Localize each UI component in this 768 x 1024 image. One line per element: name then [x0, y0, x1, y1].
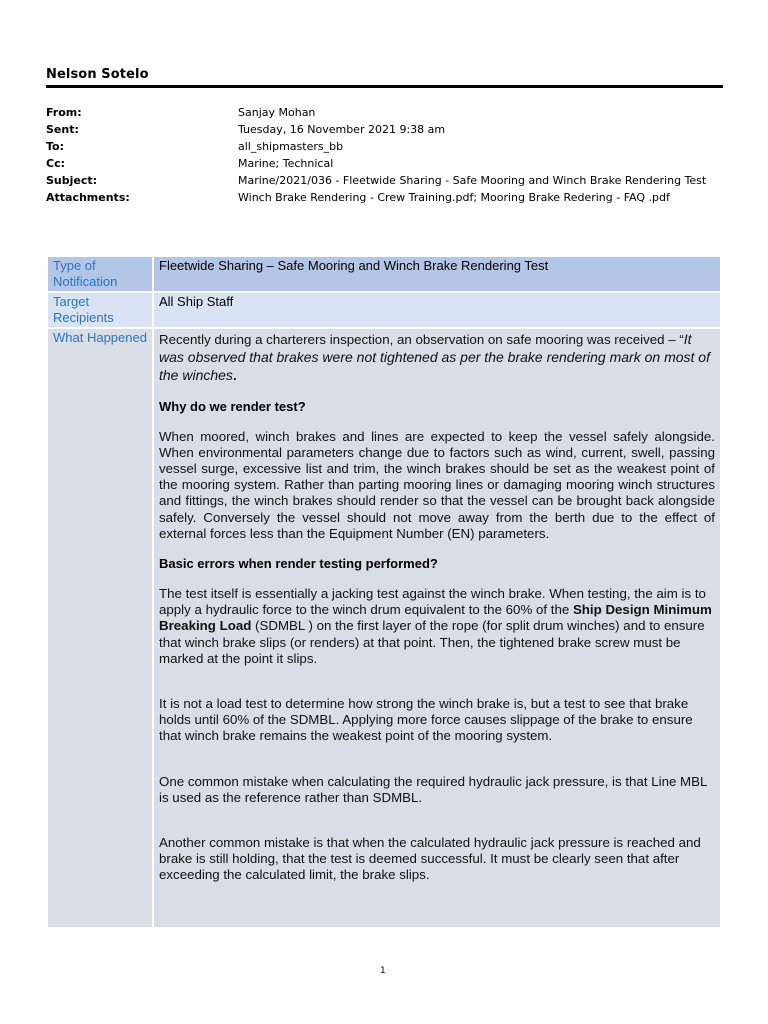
owner-name: Nelson Sotelo [46, 67, 149, 82]
what-happened-body [154, 329, 720, 927]
header-key: Subject: [46, 174, 98, 187]
notification-table [46, 255, 722, 929]
recipients-label: Target Recipients [48, 293, 152, 327]
header-key: Cc: [46, 157, 65, 170]
page-number: 1 [380, 966, 386, 976]
header-value: Marine/2021/036 - Fleetwide Sharing - Safe Mooring and Winch Brake Rendering Test [238, 174, 707, 187]
lead-quote: It was observed that brakes were not tightened as per the brake rendering mark on most of the winches [159, 331, 710, 384]
paragraph-jacking-test [159, 586, 715, 667]
type-value: Fleetwide Sharing – Safe Mooring and Winch Brake Rendering Test [154, 257, 720, 291]
lead-text: Recently during a charterers inspection, an observation on safe mooring was received – “ [159, 332, 684, 347]
header-row-to [46, 138, 736, 155]
paragraph-mistake-2: Another common mistake is that when the calculated hydraulic jack pressure is reached and brake is still holding, that the test is deemed successful. It must be clearly seen that after exceeding the calculated limit, the brake slips. [159, 835, 701, 883]
header-value: Marine; Technical [238, 157, 334, 170]
header-row-attachments [46, 189, 736, 206]
para2-text-b: (SDMBL ) on the first layer of the rope (for split drum winches) and to ensure that winch brake slips (or renders) at that point. Then, the tightened brake screw must be marked at the point it slips. [159, 618, 705, 666]
table-row [48, 293, 720, 327]
para2-text-a: The test itself is essentially a jacking test against the winch brake. When testing, the aim is to apply a hydraulic force to the winch drum equivalent to the 60% of the [159, 586, 706, 618]
para2-bold: Ship Design Minimum Breaking Load [159, 602, 712, 634]
header-value: Winch Brake Rendering - Crew Training.pdf; Mooring Brake Redering - FAQ .pdf [238, 191, 670, 204]
heading-why-render-test: Why do we render test? [159, 398, 306, 414]
header-value: Sanjay Mohan [238, 106, 316, 119]
what-happened-label: What Happened [48, 329, 152, 927]
header-value: all_shipmasters_bb [238, 140, 344, 153]
header-value: Tuesday, 16 November 2021 9:38 am [238, 123, 446, 136]
recipients-value: All Ship Staff [154, 293, 720, 327]
lead-end: . [232, 368, 237, 384]
header-row-cc [46, 155, 736, 172]
email-header [46, 104, 736, 206]
header-key: Sent: [46, 123, 79, 136]
header-row-subject [46, 172, 736, 189]
type-label: Type of Notification [48, 257, 152, 291]
header-key: From: [46, 106, 82, 119]
table-row [48, 329, 720, 927]
header-key: To: [46, 140, 64, 153]
heading-basic-errors: Basic errors when render testing performed? [159, 556, 438, 572]
table-row [48, 257, 720, 291]
header-row-from [46, 104, 736, 121]
lead-paragraph [159, 330, 715, 385]
header-key: Attachments: [46, 191, 130, 204]
paragraph-load-test: It is not a load test to determine how strong the winch brake is, but a test to see that brake holds until 60% of the SDMBL. Applying more force causes slippage of the brake to ensure that winch brake remains the weakest point of the mooring system. [159, 696, 693, 744]
paragraph-why: When moored, winch brakes and lines are expected to keep the vessel safely alongside. When environmental parameters change due to factors such as wind, current, swell, passing vessel surge, excessive list and trim, the winch brakes should be set as the weakest point of the mooring system. Rather than parting mooring lines or damaging mooring winch structures and fittings, the winch brakes should render so that the vessel can be brought back alongside safely. Conversely the vessel should not move away from the berth due to the effect of external forces less than the Equipment Number (EN) parameters. [159, 428, 715, 541]
header-rule [46, 85, 723, 88]
paragraph-mistake-1: One common mistake when calculating the required hydraulic jack pressure, is that Line MBL is used as the reference rather than SDMBL. [159, 773, 707, 805]
header-row-sent [46, 121, 736, 138]
